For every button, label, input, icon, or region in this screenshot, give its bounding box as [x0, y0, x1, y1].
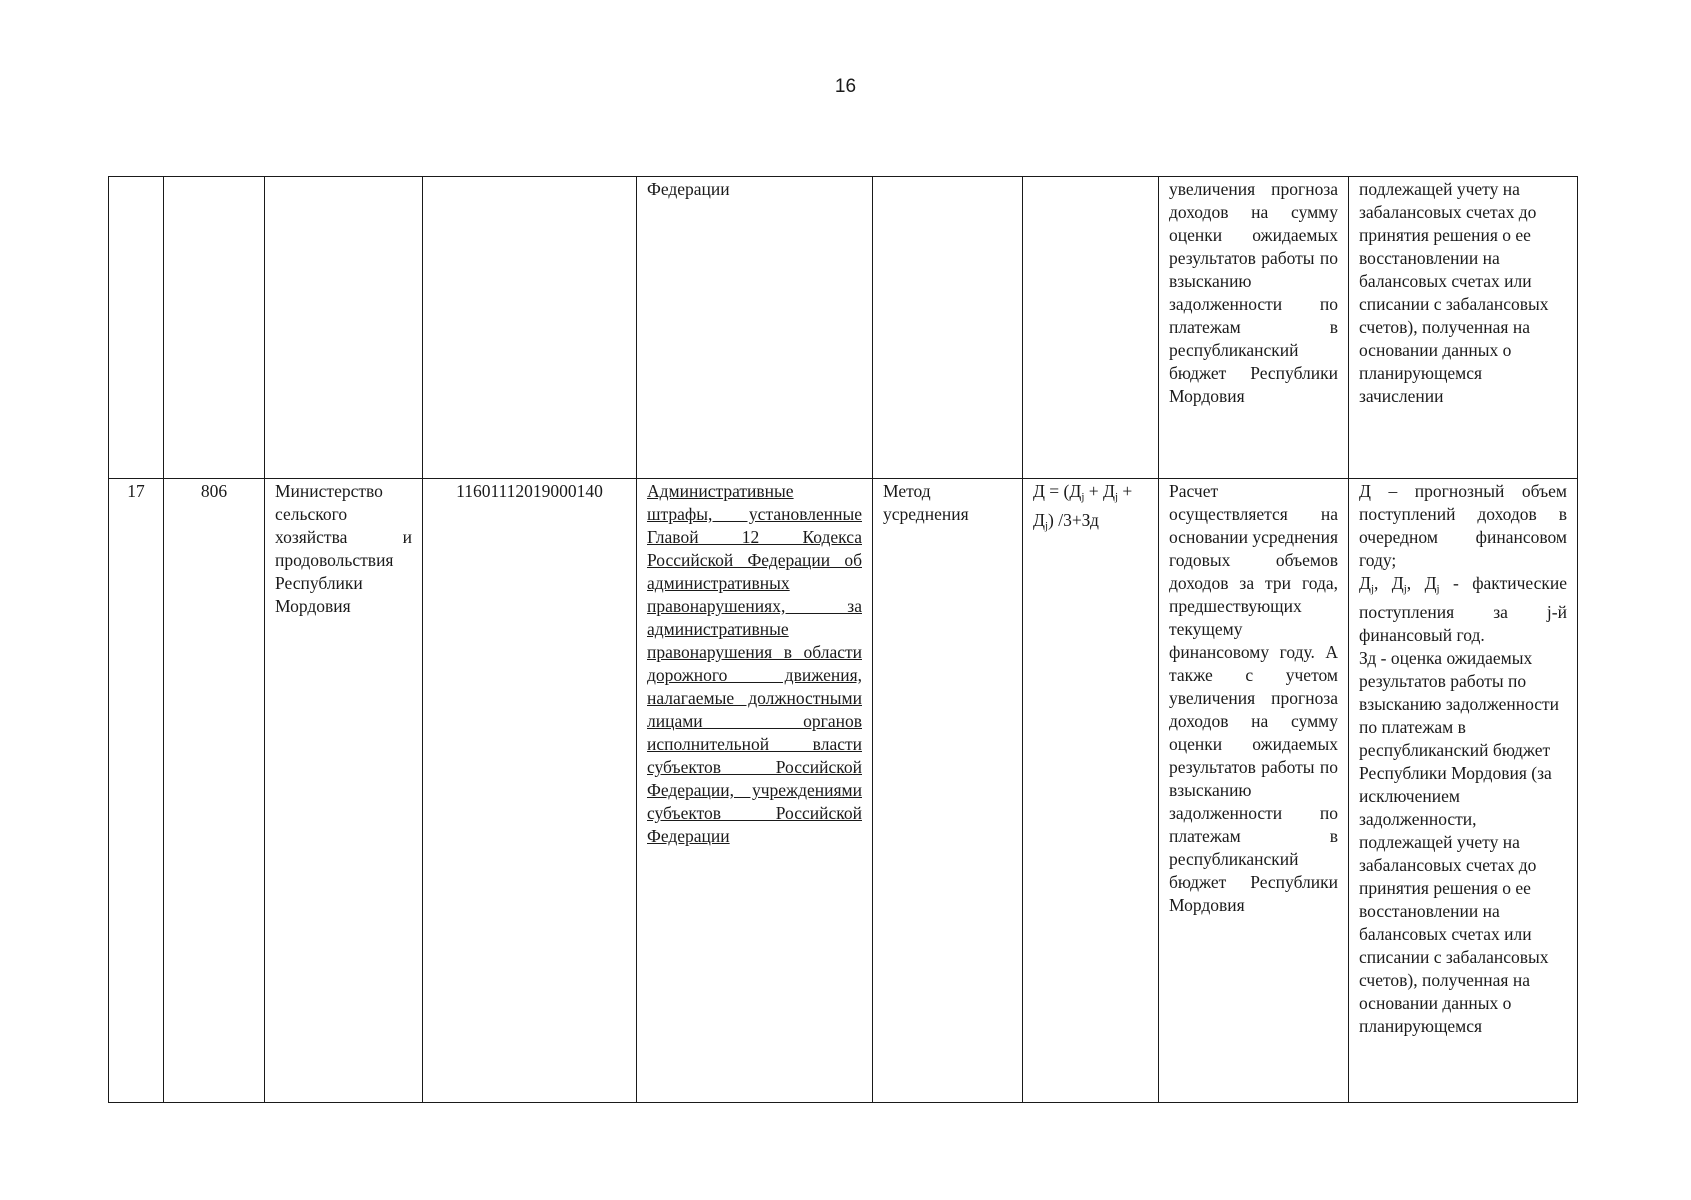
- desc-mid-2: , Д: [1406, 573, 1437, 593]
- table-row-17: [109, 479, 1578, 1103]
- admin-code-cell: [164, 177, 265, 479]
- desc-sub-3: j: [1436, 583, 1440, 595]
- desc-suffix: - фактические поступления за j-й финансовый год.: [1359, 573, 1567, 645]
- table-row-continuation: [109, 177, 1578, 479]
- kbk-code-cell: [423, 177, 637, 479]
- description-cell: [1349, 479, 1578, 1103]
- description-line-1: Д – прогнозный объем поступлений доходов в очередном финансовом году;: [1359, 481, 1567, 570]
- algorithm-cell: Расчет осуществляется на основании усреднения годовых объемов доходов за три года, предшествующих текущему финансовому году. А также с учетом увеличения прогноза доходов на сумму оценки ожидаемых результатов работы по взысканию задолженности по платежам в республиканский бюджет Республики Мордовия: [1159, 479, 1349, 1103]
- formula-suffix: ) /3+Зд: [1048, 510, 1099, 530]
- formula-mid-2: + Д: [1033, 481, 1133, 530]
- formula-cell: [1023, 177, 1159, 479]
- row-number-cell: 17: [109, 479, 164, 1103]
- method-cell: [873, 177, 1023, 479]
- row-number-cell: [109, 177, 164, 479]
- page-number: 16: [834, 76, 857, 97]
- admin-name-cell: Министерство сельского хозяйства и продовольствия Республики Мордовия: [265, 479, 423, 1103]
- formula-mid-1: + Д: [1084, 481, 1115, 501]
- method-cell: Метод усреднения: [873, 479, 1023, 1103]
- formula-prefix: Д = (Д: [1033, 481, 1082, 501]
- formula-sub-3: j: [1044, 520, 1048, 532]
- admin-code-cell: 806: [164, 479, 265, 1103]
- desc-sub-1: j: [1370, 583, 1374, 595]
- description-line-2: [1359, 572, 1567, 647]
- desc-mid-1: , Д: [1374, 573, 1404, 593]
- revenue-name-cell: Федерации: [637, 177, 873, 479]
- revenue-forecast-table: [108, 176, 1578, 1103]
- description-cell: подлежащей учету на забалансовых счетах до принятия решения о ее восстановлении на балансовых счетах или списании с забалансовых счетов), полученная на основании данных о планирующемся зачислении: [1349, 177, 1578, 479]
- desc-sub-2: j: [1403, 583, 1407, 595]
- formula-cell: [1023, 479, 1159, 1103]
- algorithm-cell: увеличения прогноза доходов на сумму оценки ожидаемых результатов работы по взысканию задолженности по платежам в республиканский бюджет Республики Мордовия: [1159, 177, 1349, 479]
- revenue-name-cell: Административные штрафы, установленные Главой 12 Кодекса Российской Федерации об административных правонарушениях, за административные правонарушения в области дорожного движения, налагаемые должностными лицами органов исполнительной власти субъектов Российской Федерации, учреждениями субъектов Российской Федерации: [637, 479, 873, 1103]
- admin-name-cell: [265, 177, 423, 479]
- formula-sub-1: j: [1081, 491, 1085, 503]
- description-line-3: Зд - оценка ожидаемых результатов работы по взысканию задолженности по платежам в республиканский бюджет Республики Мордовия (за исключением задолженности, подлежащей учету на забалансовых счетах до принятия решения о ее восстановлении на балансовых счетах или списании с забалансовых счетов), полученная на основании данных о планирующемся: [1359, 648, 1560, 1036]
- kbk-code-cell: 11601112019000140: [423, 479, 637, 1103]
- desc-prefix: Д: [1359, 573, 1371, 593]
- formula-sub-2: j: [1114, 491, 1119, 503]
